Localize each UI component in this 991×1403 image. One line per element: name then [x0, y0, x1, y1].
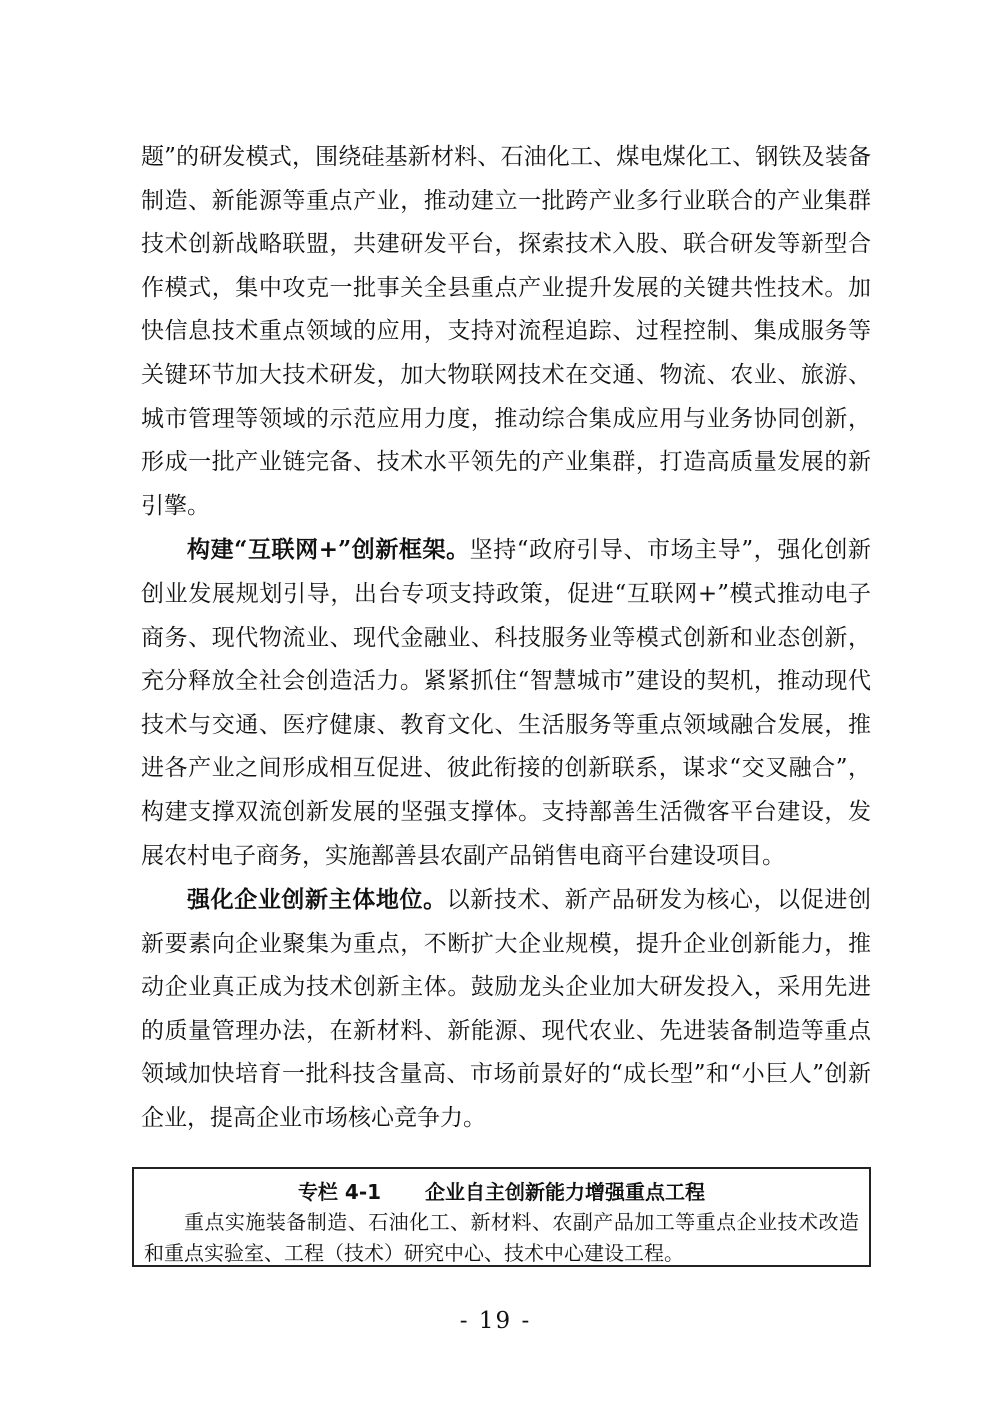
- paragraph-enterprise-innovation: [141, 878, 871, 1141]
- paragraph-3-text: 以新技术、新产品研发为核心，以促进创新要素向企业聚集为重点，不断扩大企业规模，提升企业创新能力，推动企业真正成为技术创新主体。鼓励龙头企业加大研发投入，采用先进的质量管理办法，在新材料、新能源、现代农业、先进装备制造等重点领域加快培育一批科技含量高、市场前景好的“成长型”和“小巨人”创新企业，提高企业市场核心竞争力。: [141, 887, 872, 1132]
- paragraph-continuation: [141, 136, 871, 528]
- feature-box-title: [144, 1177, 859, 1207]
- feature-box-text: 重点实施装备制造、石油化工、新材料、农副产品加工等重点企业技术改造和重点实验室、工程（技术）研究中心、技术中心建设工程。: [144, 1210, 859, 1265]
- paragraph-2-text: 坚持“政府引导、市场主导”，强化创新创业发展规划引导，出台专项支持政策，促进“互联网+”模式推动电子商务、现代物流业、现代金融业、科技服务业等模式创新和业态创新，充分释放全社会创造活力。紧紧抓住“智慧城市”建设的契机，推动现代技术与交通、医疗健康、教育文化、生活服务等重点领域融合发展，推进各产业之间形成相互促进、彼此衔接的创新联系，谋求“交叉融合”，构建支撑双流创新发展的坚强支撑体。支持鄯善生活微客平台建设，发展农村电子商务，实施鄯善县农副产品销售电商平台建设项目。: [141, 537, 871, 869]
- feature-box-heading: 企业自主创新能力增强重点工程: [425, 1180, 706, 1204]
- paragraph-2-heading: 构建“互联网+”创新框架。: [187, 536, 470, 564]
- paragraph-internet-plus: [141, 528, 871, 878]
- paragraph-3-heading: 强化企业创新主体地位。: [187, 886, 447, 914]
- body-text: [141, 136, 871, 1141]
- feature-box: [132, 1167, 871, 1267]
- page-number: - 19 -: [459, 1308, 532, 1334]
- feature-box-label: 专栏 4-1: [297, 1180, 382, 1204]
- paragraph-1-text: 题”的研发模式，围绕硅基新材料、石油化工、煤电煤化工、钢铁及装备制造、新能源等重点产业，推动建立一批跨产业多行业联合的产业集群技术创新战略联盟，共建研发平台，探索技术入股、联合研发等新型合作模式，集中攻克一批事关全县重点产业提升发展的关键共性技术。加快信息技术重点领域的应用，支持对流程追踪、过程控制、集成服务等关键环节加大技术研发，加大物联网技术在交通、物流、农业、旅游、城市管理等领域的示范应用力度，推动综合集成应用与业务协同创新，形成一批产业链完备、技术水平领先的产业集群，打造高质量发展的新引擎。: [141, 144, 871, 519]
